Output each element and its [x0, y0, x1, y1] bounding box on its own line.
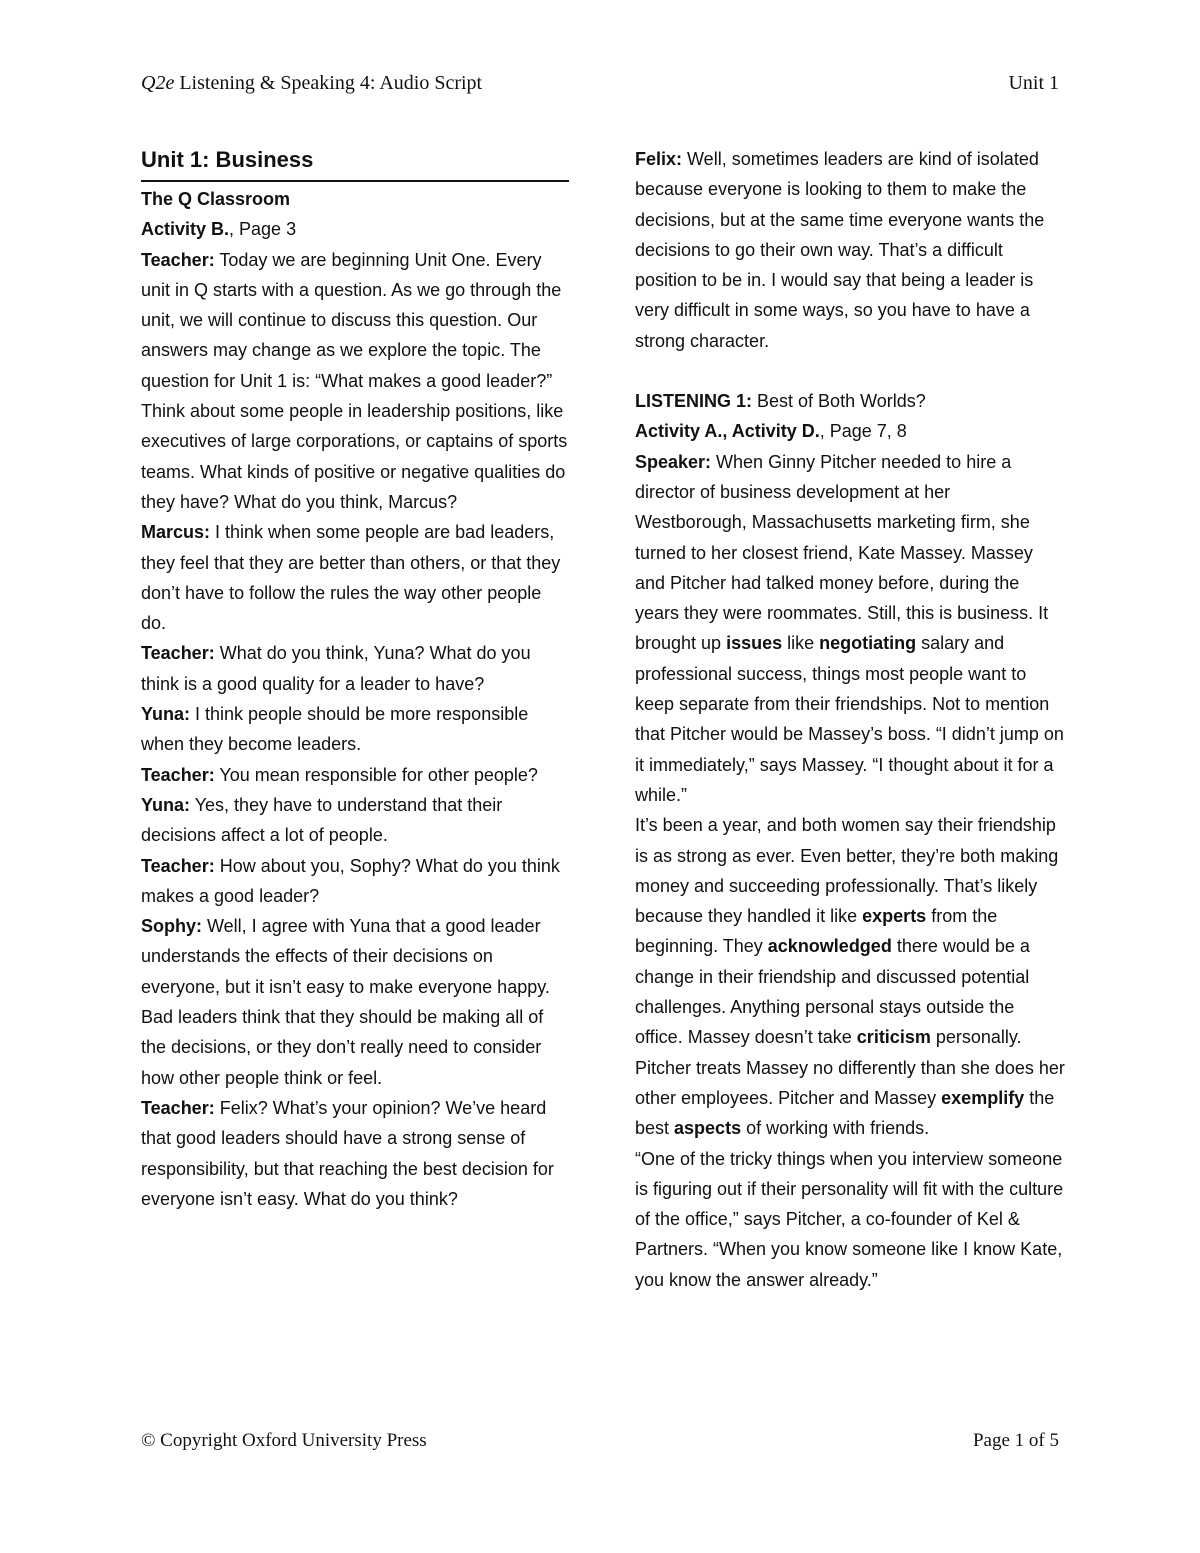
- activity-page: , Page 3: [229, 219, 297, 240]
- dialogue-turn: [141, 517, 569, 638]
- vocab-word: issues: [726, 633, 783, 654]
- turn-text: I think people should be more responsible when they become leaders.: [141, 704, 529, 755]
- speaker-label: Sophy:: [141, 916, 202, 937]
- spacer: [635, 356, 1065, 386]
- dialogue-turn: [141, 699, 569, 760]
- header-title: [141, 72, 482, 95]
- unit-title: Unit 1: Business: [141, 144, 569, 182]
- text-run: of working with friends.: [741, 1118, 930, 1139]
- transcript-paragraph: [635, 810, 1065, 1143]
- vocab-word: negotiating: [819, 633, 917, 654]
- text-run: the best: [635, 1087, 1055, 1139]
- dialogue-turn: [141, 911, 569, 1093]
- header-title-italic: Q2e: [141, 72, 175, 94]
- page-number: Page 1 of 5: [972, 1430, 1059, 1451]
- speaker-label: Marcus:: [141, 522, 211, 543]
- dialogue-turn: [635, 144, 1065, 356]
- dialogue-turn: [141, 851, 569, 912]
- turn-text: Well, sometimes leaders are kind of isolated because everyone is looking to them to make the decisions, but at the same time everyone wants the decisions to go their own way. That’s a difficult position to be in. I would say that being a leader is very difficult in some ways, so you have to have a strong character.: [635, 149, 1045, 351]
- copyright-notice: © Copyright Oxford University Press: [141, 1430, 427, 1451]
- text-run: When Ginny Pitcher needed to hire a director of business development at her Westborough, Massachusetts marketing firm, she turned to her closest friend, Kate Massey. Massey and Pitcher had talked money before, during the years they were roommates. Still, this is business. It brought up: [635, 451, 1049, 654]
- turn-text: Yes, they have to understand that their decisions affect a lot of people.: [141, 794, 503, 846]
- page-header: [141, 72, 1059, 102]
- turn-text: How about you, Sophy? What do you think makes a good leader?: [141, 855, 560, 906]
- speaker-label: Teacher:: [141, 643, 215, 664]
- turn-text: Today we are beginning Unit One. Every unit in Q starts with a question. As we go through the unit, we will continue to discuss this question. Our answers may change as we explore the topic. The question for Unit 1 is: “What makes a good leader?” Think about some people in leadership positions, like executives of large corporations, or captains of sports teams. What kinds of positive or negative qualities do they have? What do you think, Marcus?: [141, 249, 568, 512]
- speaker-label: Yuna:: [141, 794, 191, 815]
- text-run: there would be a change in their friendship and discussed potential challenges. Anything personal stays outside the office. Massey doesn’t take: [635, 936, 1030, 1048]
- header-title-rest: Listening & Speaking 4: Audio Script: [174, 72, 483, 94]
- transcript-paragraph: “One of the tricky things when you interview someone is figuring out if their personality will fit with the culture of the office,” says Pitcher, a co-founder of Kel & Partners. “When you know someone like I know Kate, you know the answer already.”: [635, 1148, 1064, 1290]
- dialogue-turn: [141, 760, 569, 790]
- speaker-label: Teacher:: [141, 855, 215, 876]
- listening-heading: [635, 386, 1065, 416]
- speaker-label: Teacher:: [141, 1097, 215, 1118]
- listening-label: LISTENING 1:: [635, 391, 753, 412]
- text-run: like: [782, 633, 820, 654]
- transcript-paragraph: [635, 447, 1065, 811]
- vocab-word: criticism: [856, 1027, 931, 1048]
- speaker-label: Teacher:: [141, 249, 215, 270]
- text-run: personally. Pitcher treats Massey no differently than she does her other employees. Pitcher and Massey: [635, 1027, 1065, 1108]
- listening-title: Best of Both Worlds?: [752, 391, 926, 412]
- turn-text: I think when some people are bad leaders, they feel that they are better than others, or that they don’t have to follow the rules the way other people do.: [141, 522, 561, 634]
- speaker-label: Speaker:: [635, 451, 712, 472]
- vocab-word: experts: [862, 906, 927, 927]
- activity-page: , Page 7, 8: [819, 421, 907, 442]
- activity-line: [635, 416, 1065, 446]
- activity-line: [141, 214, 569, 244]
- dialogue-turn: [141, 790, 569, 851]
- vocab-word: acknowledged: [767, 936, 892, 957]
- activity-label: Activity B.: [141, 219, 230, 240]
- right-column: [635, 144, 1065, 1295]
- turn-text: Well, I agree with Yuna that a good leader understands the effects of their decisions on everyone, but it isn’t easy to make everyone happy. Bad leaders think that they should be making all of the decisions, or they don’t really need to consider how other people think or feel.: [141, 916, 550, 1088]
- dialogue-turn: [141, 1093, 569, 1214]
- vocab-word: aspects: [674, 1118, 742, 1139]
- section-heading: The Q Classroom: [141, 189, 291, 209]
- text-run: from the beginning. They: [635, 906, 998, 957]
- text-run: salary and professional success, things most people want to keep separate from their friendships. Not to mention that Pitcher would be Massey’s boss. “I didn’t jump on it immediately,” says Massey. “I thought about it for a while.”: [635, 633, 1064, 805]
- activity-label: Activity A., Activity D.: [635, 421, 820, 442]
- speaker-label: Yuna:: [141, 704, 191, 725]
- dialogue-turn: [141, 245, 569, 518]
- text-run: It’s been a year, and both women say their friendship is as strong as ever. Even better, they’re both making money and succeeding professionally. That’s likely because they handled it like: [635, 815, 1059, 927]
- vocab-word: exemplify: [941, 1087, 1025, 1108]
- turn-text: You mean responsible for other people?: [214, 764, 538, 785]
- header-unit: Unit 1: [1008, 72, 1059, 94]
- turn-text: Felix? What’s your opinion? We’ve heard that good leaders should have a strong sense of responsibility, but that reaching the best decision for everyone isn’t easy. What do you think?: [141, 1097, 554, 1209]
- speaker-label: Teacher:: [141, 764, 215, 785]
- dialogue-turn: [141, 638, 569, 699]
- left-column: [141, 144, 569, 1214]
- turn-text: What do you think, Yuna? What do you think is a good quality for a leader to have?: [141, 643, 531, 694]
- speaker-label: Felix:: [635, 149, 683, 169]
- page-footer: [141, 1430, 1059, 1460]
